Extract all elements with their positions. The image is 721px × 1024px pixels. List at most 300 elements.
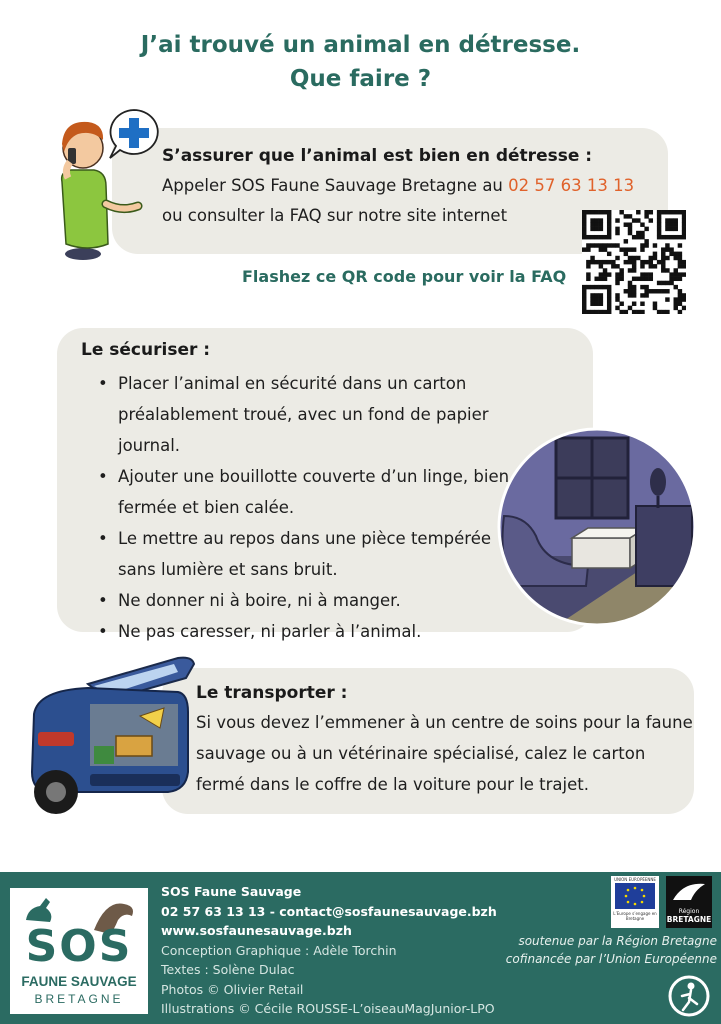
qr-module — [628, 289, 632, 293]
qr-module — [632, 260, 636, 264]
footer-website-link[interactable]: www.sosfaunesauvage.bzh — [161, 923, 352, 938]
bz-logo-line-1: Région — [678, 908, 700, 915]
qr-module — [607, 252, 611, 256]
qr-module — [582, 289, 586, 293]
qr-module — [636, 231, 640, 235]
qr-module — [628, 306, 632, 310]
qr-module — [649, 256, 653, 260]
qr-module — [678, 272, 682, 276]
qr-module — [594, 243, 598, 247]
region-bretagne-logo — [666, 876, 712, 928]
check-text-line-2: ou consulter la FAQ sur notre site internet — [162, 206, 508, 225]
qr-module — [582, 218, 586, 222]
footer-org: SOS Faune Sauvage — [161, 884, 302, 899]
bird-wing-icon — [669, 880, 709, 904]
qr-module — [669, 252, 673, 256]
list-item-line: Placer l’animal en sécurité dans un carton — [118, 374, 467, 393]
qr-module — [632, 218, 636, 222]
qr-module — [607, 272, 611, 276]
transport-line-2: sauvage ou à un vétérinaire spécialisé, calez le carton — [196, 744, 646, 763]
qr-module — [669, 281, 673, 285]
secure-list — [96, 368, 526, 647]
qr-module — [628, 293, 632, 297]
qr-module — [624, 310, 628, 314]
qr-module — [603, 235, 607, 239]
qr-module — [582, 310, 586, 314]
transport-heading: Le transporter : — [196, 683, 348, 703]
qr-module — [674, 306, 678, 310]
qr-module — [582, 210, 586, 214]
list-item — [96, 461, 526, 523]
qr-module — [607, 227, 611, 231]
qr-module — [615, 281, 619, 285]
qr-module — [590, 227, 594, 231]
qr-module — [682, 235, 686, 239]
qr-module — [674, 218, 678, 222]
qr-module — [607, 297, 611, 301]
qr-module — [619, 272, 623, 276]
qr-module — [657, 281, 661, 285]
list-item — [96, 368, 526, 461]
qr-module — [599, 260, 603, 264]
qr-module — [653, 289, 657, 293]
qr-module — [603, 243, 607, 247]
check-text-1: Appeler SOS Faune Sauvage Bretagne au — [162, 176, 509, 195]
title-line-1: J’ai trouvé un animal en détresse. — [140, 32, 581, 58]
qr-module — [586, 264, 590, 268]
qr-module — [632, 264, 636, 268]
list-item-line: Ne pas caresser, ni parler à l’animal. — [118, 622, 422, 641]
qr-module — [624, 289, 628, 293]
qr-module — [607, 235, 611, 239]
sos-faune-sauvage-logo — [10, 888, 148, 1014]
qr-module — [674, 235, 678, 239]
qr-module — [611, 260, 615, 264]
qr-module — [682, 272, 686, 276]
qr-module — [603, 310, 607, 314]
qr-module — [632, 293, 636, 297]
qr-module — [615, 306, 619, 310]
qr-module — [619, 210, 623, 214]
qr-module — [678, 277, 682, 281]
title-line-2: Que faire ? — [289, 66, 432, 92]
phone-number-link[interactable]: 02 57 63 13 13 — [508, 176, 635, 195]
qr-module — [615, 277, 619, 281]
qr-module — [657, 289, 661, 293]
qr-module — [657, 227, 661, 231]
qr-module — [590, 293, 594, 297]
qr-module — [615, 218, 619, 222]
qr-module — [582, 235, 586, 239]
qr-module — [632, 235, 636, 239]
qr-module — [628, 256, 632, 260]
qr-module — [628, 231, 632, 235]
qr-module — [590, 243, 594, 247]
qr-module — [674, 285, 678, 289]
qr-module — [661, 210, 665, 214]
qr-module — [628, 227, 632, 231]
qr-module — [661, 310, 665, 314]
qr-module — [632, 268, 636, 272]
qr-module — [678, 297, 682, 301]
support-line-1: soutenue par la Région Bretagne — [518, 934, 717, 948]
qr-module — [674, 268, 678, 272]
qr-module — [640, 247, 644, 251]
qr-module — [624, 252, 628, 256]
qr-module — [594, 302, 598, 306]
qr-module — [607, 293, 611, 297]
list-item-line: Ne donner ni à boire, ni à manger. — [118, 591, 401, 610]
qr-module — [599, 302, 603, 306]
qr-module — [657, 214, 661, 218]
qr-module — [669, 247, 673, 251]
qr-module — [682, 297, 686, 301]
qr-module — [607, 243, 611, 247]
qr-module — [644, 277, 648, 281]
qr-module — [586, 260, 590, 264]
qr-module — [665, 222, 669, 226]
qr-module — [674, 302, 678, 306]
eu-flag-icon — [615, 883, 655, 909]
qr-module — [582, 293, 586, 297]
qr-module — [674, 272, 678, 276]
qr-module — [582, 306, 586, 310]
qr-module — [628, 222, 632, 226]
support-line-2: cofinancée par l’Union Européenne — [505, 952, 717, 966]
qr-module — [674, 277, 678, 281]
qr-module — [603, 268, 607, 272]
qr-module — [661, 281, 665, 285]
footer — [0, 872, 721, 1024]
qr-module — [674, 222, 678, 226]
qr-module — [590, 222, 594, 226]
qr-module — [636, 256, 640, 260]
qr-module — [640, 260, 644, 264]
qr-module — [632, 256, 636, 260]
qr-module — [665, 235, 669, 239]
qr-module — [594, 297, 598, 301]
qr-module — [665, 227, 669, 231]
qr-module — [607, 285, 611, 289]
qr-module — [628, 260, 632, 264]
qr-module — [665, 247, 669, 251]
qr-module — [611, 264, 615, 268]
support-text — [506, 932, 717, 968]
qr-module — [632, 302, 636, 306]
qr-module — [590, 235, 594, 239]
qr-module — [678, 235, 682, 239]
qr-module — [586, 243, 590, 247]
logo-line-1: FAUNE SAUVAGE — [21, 974, 137, 989]
qr-module — [669, 218, 673, 222]
qr-module — [632, 277, 636, 281]
qr-module — [603, 210, 607, 214]
qr-module — [644, 239, 648, 243]
qr-module — [607, 306, 611, 310]
recycling-person-icon — [667, 974, 711, 1018]
qr-module — [624, 239, 628, 243]
qr-module — [640, 293, 644, 297]
transport-line-3: fermé dans le coffre de la voiture pour le trajet. — [196, 775, 589, 794]
qr-module — [657, 260, 661, 264]
check-text-line-1 — [162, 176, 634, 195]
qr-module — [657, 310, 661, 314]
qr-module — [644, 227, 648, 231]
qr-module — [611, 243, 615, 247]
qr-module — [599, 243, 603, 247]
list-item-line: Ajouter une bouillotte couverte d’un linge, bien — [118, 467, 510, 486]
qr-module — [582, 231, 586, 235]
qr-module — [636, 235, 640, 239]
medical-cross-icon — [106, 106, 162, 160]
qr-module — [590, 285, 594, 289]
qr-module — [682, 222, 686, 226]
qr-module — [682, 293, 686, 297]
qr-module — [644, 210, 648, 214]
qr-module — [682, 264, 686, 268]
qr-module — [665, 310, 669, 314]
qr-module — [640, 235, 644, 239]
qr-module — [678, 293, 682, 297]
qr-module — [599, 210, 603, 214]
qr-module — [653, 256, 657, 260]
qr-module — [678, 252, 682, 256]
qr-module — [632, 247, 636, 251]
transport-line-1: Si vous devez l’emmener à un centre de soins pour la faune — [196, 713, 693, 732]
qr-module — [599, 235, 603, 239]
qr-module — [624, 222, 628, 226]
footer-info — [161, 882, 497, 1019]
qr-module — [640, 310, 644, 314]
qr-module — [640, 264, 644, 268]
qr-module — [599, 227, 603, 231]
qr-module — [582, 214, 586, 218]
qr-code[interactable] — [582, 210, 686, 314]
qr-module — [603, 285, 607, 289]
qr-module — [619, 247, 623, 251]
qr-module — [586, 277, 590, 281]
qr-module — [678, 289, 682, 293]
qr-module — [586, 235, 590, 239]
qr-module — [607, 214, 611, 218]
qr-module — [644, 214, 648, 218]
list-item — [96, 523, 526, 585]
qr-module — [599, 277, 603, 281]
qr-module — [678, 264, 682, 268]
qr-module — [649, 210, 653, 214]
qr-module — [586, 285, 590, 289]
qr-module — [590, 260, 594, 264]
qr-module — [594, 293, 598, 297]
qr-module — [582, 302, 586, 306]
qr-module — [599, 297, 603, 301]
qr-module — [657, 222, 661, 226]
qr-module — [599, 218, 603, 222]
qr-module — [636, 310, 640, 314]
qr-module — [607, 210, 611, 214]
qr-module — [599, 222, 603, 226]
car-trunk-illustration — [28, 652, 198, 824]
eu-logo-top: UNION EUROPÉENNE — [614, 877, 656, 882]
qr-module — [682, 260, 686, 264]
qr-module — [665, 218, 669, 222]
qr-module — [640, 222, 644, 226]
qr-module — [644, 243, 648, 247]
qr-module — [599, 264, 603, 268]
qr-module — [615, 297, 619, 301]
qr-module — [582, 222, 586, 226]
qr-module — [644, 260, 648, 264]
qr-module — [665, 210, 669, 214]
qr-module — [594, 285, 598, 289]
qr-module — [653, 302, 657, 306]
qr-module — [594, 310, 598, 314]
list-item-line: sans lumière et sans bruit. — [118, 560, 338, 579]
qr-module — [674, 297, 678, 301]
qr-module — [661, 247, 665, 251]
qr-module — [669, 235, 673, 239]
qr-module — [594, 218, 598, 222]
qr-module — [678, 302, 682, 306]
qr-module — [607, 260, 611, 264]
qr-module — [615, 256, 619, 260]
qr-module — [653, 264, 657, 268]
qr-module — [649, 289, 653, 293]
qr-module — [607, 231, 611, 235]
list-item-line: Le mettre au repos dans une pièce tempérée — [118, 529, 491, 548]
qr-module — [657, 218, 661, 222]
qr-module — [661, 289, 665, 293]
qr-module — [586, 272, 590, 276]
qr-module — [649, 218, 653, 222]
qr-module — [682, 231, 686, 235]
qr-module — [644, 285, 648, 289]
qr-module — [628, 281, 632, 285]
qr-module — [599, 247, 603, 251]
qr-module — [615, 264, 619, 268]
qr-module — [603, 247, 607, 251]
qr-module — [586, 310, 590, 314]
qr-module — [678, 256, 682, 260]
qr-module — [603, 272, 607, 276]
qr-module — [669, 210, 673, 214]
qr-module — [649, 272, 653, 276]
check-heading: S’assurer que l’animal est bien en détresse : — [162, 146, 593, 166]
qr-module — [665, 243, 669, 247]
qr-module — [590, 310, 594, 314]
qr-module — [644, 293, 648, 297]
qr-module — [603, 277, 607, 281]
bz-logo-line-2: BRETAGNE — [666, 915, 712, 924]
credit-design: Conception Graphique : Adèle Torchin — [161, 942, 397, 958]
qr-module — [599, 272, 603, 276]
qr-module — [607, 302, 611, 306]
qr-module — [653, 252, 657, 256]
qr-module — [619, 302, 623, 306]
qr-module — [582, 285, 586, 289]
qr-module — [586, 210, 590, 214]
qr-module — [628, 268, 632, 272]
qr-module — [624, 247, 628, 251]
qr-module — [661, 235, 665, 239]
qr-module — [594, 260, 598, 264]
qr-module — [582, 227, 586, 231]
qr-module — [653, 243, 657, 247]
qr-module — [628, 247, 632, 251]
qr-module — [590, 218, 594, 222]
qr-module — [678, 310, 682, 314]
qr-module — [661, 268, 665, 272]
qr-module — [669, 277, 673, 281]
qr-module — [632, 289, 636, 293]
qr-caption: Flashez ce QR code pour voir la FAQ — [242, 267, 567, 286]
qr-module — [674, 210, 678, 214]
qr-module — [615, 272, 619, 276]
qr-module — [632, 310, 636, 314]
qr-module — [628, 214, 632, 218]
qr-module — [674, 252, 678, 256]
qr-module — [661, 252, 665, 256]
credit-texts: Textes : Solène Dulac — [161, 962, 295, 977]
qr-module — [678, 210, 682, 214]
qr-module — [669, 222, 673, 226]
qr-module — [640, 243, 644, 247]
qr-module — [624, 214, 628, 218]
qr-module — [682, 218, 686, 222]
qr-module — [594, 277, 598, 281]
qr-module — [624, 260, 628, 264]
qr-module — [669, 272, 673, 276]
qr-module — [607, 218, 611, 222]
qr-module — [586, 247, 590, 251]
qr-module — [599, 310, 603, 314]
footer-contact[interactable]: 02 57 63 13 13 - contact@sosfaunesauvage.bzh — [161, 903, 497, 919]
qr-module — [607, 310, 611, 314]
qr-module — [657, 210, 661, 214]
qr-module — [599, 293, 603, 297]
qr-module — [640, 302, 644, 306]
qr-module — [582, 297, 586, 301]
qr-module — [661, 260, 665, 264]
qr-module — [640, 272, 644, 276]
qr-module — [661, 264, 665, 268]
qr-module — [649, 260, 653, 264]
qr-module — [628, 285, 632, 289]
qr-module — [615, 227, 619, 231]
logo-sos: SOS — [25, 921, 133, 972]
qr-module — [619, 268, 623, 272]
qr-module — [657, 235, 661, 239]
qr-module — [674, 256, 678, 260]
secure-heading: Le sécuriser : — [81, 340, 211, 360]
qr-module — [607, 222, 611, 226]
qr-module — [653, 306, 657, 310]
eu-logo-bottom: L’Europe s’engage en Bretagne — [613, 911, 657, 921]
qr-module — [582, 247, 586, 251]
qr-module — [636, 210, 640, 214]
qr-module — [590, 302, 594, 306]
qr-module — [678, 243, 682, 247]
qr-module — [594, 235, 598, 239]
qr-module — [619, 277, 623, 281]
qr-module — [665, 268, 669, 272]
qr-module — [665, 297, 669, 301]
logo-line-2: BRETAGNE — [34, 992, 124, 1006]
list-item — [96, 616, 526, 647]
qr-module — [640, 231, 644, 235]
qr-module — [682, 210, 686, 214]
qr-module — [644, 272, 648, 276]
